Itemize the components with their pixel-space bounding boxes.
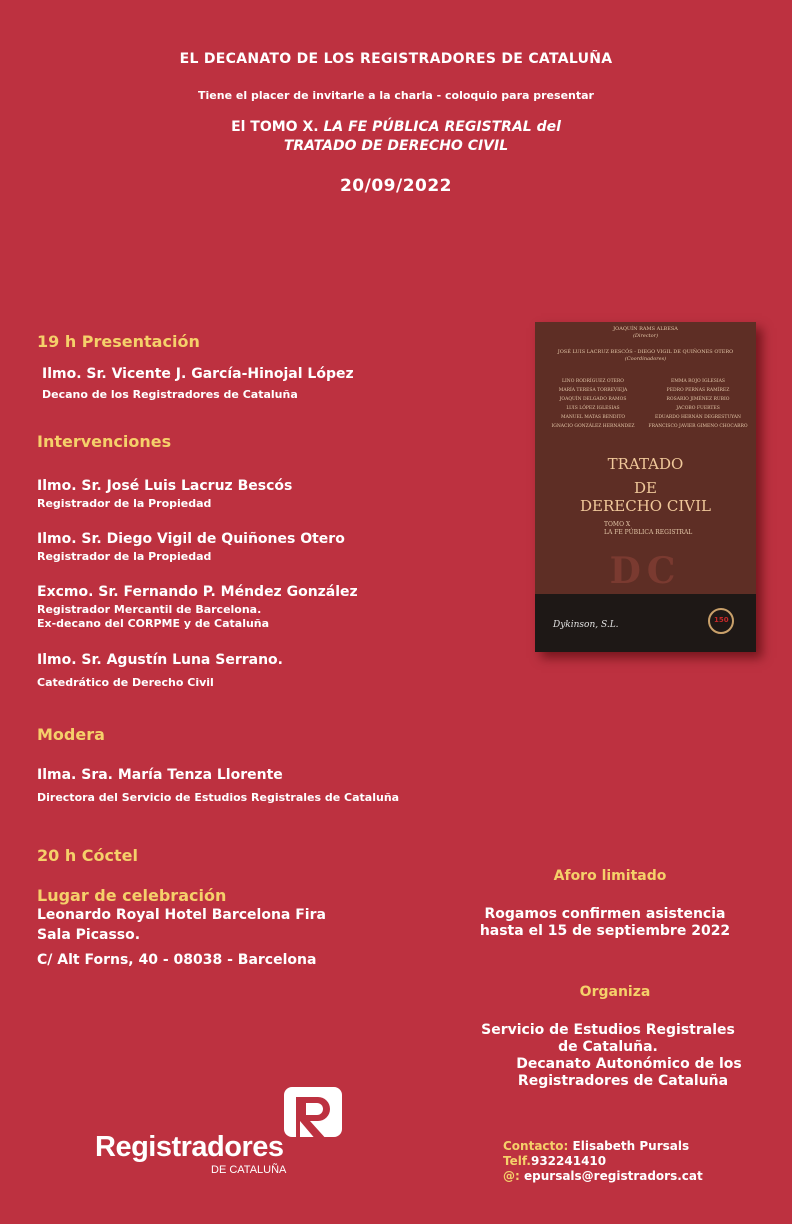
speaker-name: Ilmo. Sr. Diego Vigil de Quiñones Otero	[37, 531, 345, 547]
email-label: @:	[503, 1169, 520, 1183]
book-author: EDUARDO HERNÁN DEGRESTUYAN	[655, 415, 741, 420]
speaker-item	[37, 531, 345, 564]
book-subtitle: LA FE PÚBLICA REGISTRAL	[604, 529, 693, 536]
registradores-logo-icon	[284, 1087, 342, 1147]
organizer-line-1: Servicio de Estudios Registrales	[481, 1022, 735, 1038]
venue-hotel: Leonardo Royal Hotel Barcelona Fira	[37, 907, 326, 923]
organizer-line-2: de Cataluña.	[558, 1039, 658, 1055]
venue-room: Sala Picasso.	[37, 927, 141, 943]
book-title-3: DERECHO CIVIL	[580, 497, 711, 515]
book-author: LINO RODRÍGUEZ OTERO	[562, 379, 624, 384]
speaker-name: Ilmo. Sr. José Luis Lacruz Bescós	[37, 478, 293, 494]
speaker-item	[37, 478, 292, 511]
book-author: JACOBO FUERTES	[676, 406, 720, 411]
book-authors-left	[543, 377, 643, 431]
speaker-role: Registrador de la Propiedad	[37, 550, 212, 563]
book-author: IGNACIO GONZÁLEZ HERNÁNDEZ	[551, 424, 635, 429]
modera-heading: Modera	[37, 725, 105, 744]
presenter-name: Ilmo. Sr. Vicente J. García-Hinojal López	[42, 366, 354, 382]
presentacion-heading: 19 h Presentación	[37, 332, 200, 351]
tomo-line	[0, 119, 792, 135]
book-author: LUIS LÓPEZ IGLESIAS	[566, 406, 620, 411]
rsvp-line-2: hasta el 15 de septiembre 2022	[479, 923, 731, 939]
venue-address	[37, 905, 326, 970]
book-title-1: TRATADO	[607, 455, 684, 473]
seal-icon	[708, 608, 734, 634]
organizer-line-4: Registradores de Cataluña	[517, 1073, 729, 1089]
invite-line: Tiene el placer de invitarle a la charla - coloquio para presentar	[198, 89, 594, 102]
book-coordinators-role: (Coordinadores)	[624, 356, 667, 362]
coctel-heading: 20 h Cóctel	[37, 846, 138, 865]
contact-block	[503, 1139, 703, 1184]
book-coordinators: JOSÉ LUIS LACRUZ BESCÓS - DIEGO VIGIL DE QUIÑONES OTERO	[557, 349, 734, 355]
speaker-name: Excmo. Sr. Fernando P. Méndez González	[37, 584, 358, 600]
email-line	[503, 1169, 703, 1184]
speaker-item	[37, 652, 283, 690]
speaker-role: Registrador de la Propiedad	[37, 497, 212, 510]
book-director: JOAQUÍN RAMS ALBESA	[613, 326, 678, 332]
moderator-name: Ilma. Sra. María Tenza Llorente	[37, 767, 283, 783]
presenter-role: Decano de los Registradores de Cataluña	[42, 388, 298, 401]
book-director-role: (Director)	[632, 333, 659, 339]
book-title-2: DE	[634, 479, 657, 497]
organizer-line-3: Decanato Autonómico de los	[516, 1056, 742, 1072]
speaker-role: Catedrático de Derecho Civil	[37, 676, 214, 689]
book-author: ROSARIO JIMÉNEZ RUBIO	[666, 397, 730, 402]
venue-street: C/ Alt Forns, 40 - 08038 - Barcelona	[37, 952, 317, 968]
speaker-role: Registrador Mercantil de Barcelona.	[37, 603, 262, 616]
book-dc-mark: DC	[609, 550, 682, 592]
tomo-line-2	[0, 138, 792, 154]
publisher-logo: Dykinson, S.L.	[553, 620, 619, 630]
rsvp-text	[450, 906, 760, 940]
tomo-title: LA FE PÚBLICA REGISTRAL	[323, 119, 532, 135]
seal-number: 150	[714, 616, 729, 624]
aforo-heading: Aforo limitado	[553, 868, 667, 884]
treatise-title: TRATADO DE DERECHO CIVIL	[283, 138, 509, 154]
rsvp-line-1: Rogamos confirmen asistencia	[484, 906, 726, 922]
book-footer	[535, 594, 756, 652]
book-author: JOAQUÍN DELGADO RAMOS	[559, 397, 627, 402]
book-author: EMMA ROJO IGLESIAS	[670, 379, 726, 384]
speaker-role-2: Ex-decano del CORPME y de Cataluña	[37, 617, 270, 630]
speaker-name: Ilmo. Sr. Agustín Luna Serrano.	[37, 652, 283, 668]
tomo-prefix: El TOMO X.	[231, 119, 319, 135]
book-tomo: TOMO X	[604, 521, 631, 528]
logo-subtitle: DE CATALUÑA	[211, 1164, 287, 1176]
organizer-text	[450, 1022, 766, 1090]
event-date: 20/09/2022	[339, 176, 453, 196]
contact-line	[503, 1139, 703, 1154]
book-cover-image	[535, 322, 756, 652]
book-author: MANUEL MATAS BENDITO	[560, 415, 626, 420]
book-authors-right	[648, 377, 748, 431]
tomo-suffix: del	[536, 119, 561, 135]
venue-heading: Lugar de celebración	[37, 886, 227, 905]
phone-label: Telf.	[503, 1154, 531, 1168]
book-author: PEDRO PERNAS RAMÍREZ	[666, 388, 730, 393]
phone-line	[503, 1154, 703, 1169]
book-author: FRANCISCO JAVIER GIMENO CHOCARRO	[648, 424, 748, 429]
contact-label: Contacto:	[503, 1139, 569, 1153]
moderator-role: Directora del Servicio de Estudios Registrales de Cataluña	[37, 791, 400, 804]
book-author: MARÍA TERESA TORREVIEJA	[558, 388, 628, 393]
organizer-heading: EL DECANATO DE LOS REGISTRADORES DE CATALUÑA	[179, 51, 613, 67]
speaker-item	[37, 584, 358, 631]
contact-name: Elisabeth Pursals	[572, 1139, 690, 1153]
organiza-heading: Organiza	[579, 984, 651, 1000]
logo-wordmark: Registradores	[95, 1131, 284, 1163]
email-link[interactable]: epursals@registradors.cat	[524, 1169, 703, 1183]
phone-number[interactable]: 932241410	[530, 1154, 607, 1168]
intervenciones-heading: Intervenciones	[37, 432, 172, 451]
